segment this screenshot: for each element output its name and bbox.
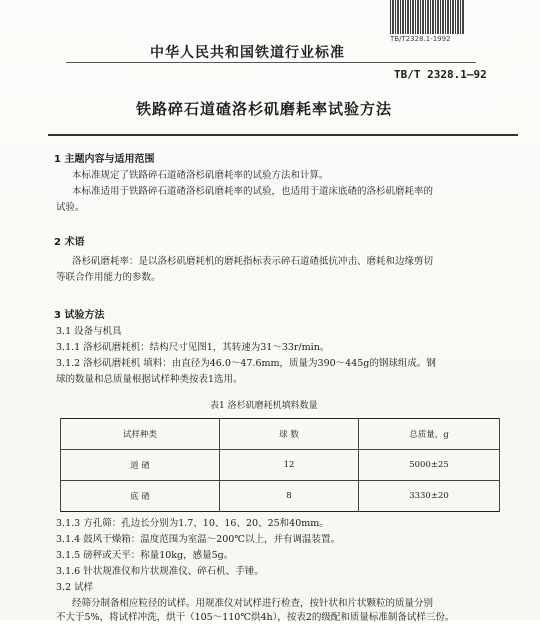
table-row (61, 481, 500, 512)
table-cell: 道 碴 (61, 450, 220, 481)
section-2-paragraph: 洛杉矶磨耗率：是以洛杉矶磨耗机的磨耗指标表示碎石道碴抵抗冲击、磨耗和边缘剪切 (72, 256, 434, 267)
table-cell: 12 (220, 450, 359, 481)
section-1-paragraph-2-cont: 试验。 (56, 202, 85, 213)
section-3-1-6: 3.1.6 针状规准仪和片状规准仪、碎石机、手锤。 (56, 566, 264, 577)
section-3-2-heading: 3.2 试样 (56, 582, 94, 593)
section-3-1-2: 3.1.2 洛杉矶磨耗机 填料：由直径为46.0～47.6mm，质量为390～445g的钢球组成。钢 (56, 358, 436, 369)
section-3-1-1: 3.1.1 洛杉矶磨耗机：结构尺寸见图1，其转速为31～33r/min。 (56, 342, 330, 353)
standard-organization: 中华人民共和国铁道行业标准 (150, 45, 345, 61)
filler-quantity-table (60, 418, 500, 512)
section-2-heading: 2 术语 (54, 237, 85, 248)
table-cell: 3330±20 (359, 481, 500, 512)
table-cell: 8 (220, 481, 359, 512)
section-3-2-paragraph-cont: 不大于5%，将试样冲洗，烘干（105～110℃烘4h），按表2的级配和质量标准制备试样三份。 (56, 612, 455, 623)
barcode-code: TB/T2328.1-1992 (390, 35, 451, 43)
section-3-1-4: 3.1.4 鼓风干燥箱：温度范围为室温～200℃以上，并有调温装置。 (56, 534, 340, 545)
section-3-1-3: 3.1.3 方孔筛：孔边长分别为1.7、10、16、20、25和40mm。 (56, 518, 329, 529)
table-header-total-mass: 总质量，g (359, 419, 500, 450)
table-header-sample-type: 试样种类 (61, 419, 220, 450)
section-3-1-2-cont: 球的数量和总质量根据试样种类按表1选用。 (56, 374, 243, 385)
table-header-row (61, 419, 500, 450)
section-1-paragraph-1: 本标准规定了铁路碎石道碴洛杉矶磨耗率的试验方法和计算。 (72, 170, 329, 181)
table-cell: 5000±25 (359, 450, 500, 481)
section-3-1-heading: 3.1 设备与机具 (56, 326, 122, 337)
section-1-heading: 1 主题内容与适用范围 (54, 154, 155, 165)
barcode-icon (390, 0, 464, 34)
table-header-ball-count: 球 数 (220, 419, 359, 450)
table-cell: 底 碴 (61, 481, 220, 512)
table-caption: 表1 洛杉矶磨耗机填料数量 (210, 401, 318, 411)
title-divider (48, 134, 518, 136)
section-3-2-paragraph: 经筛分制备相应粒径的试样。用规准仪对试样进行检查，按针状和片状颗粒的质量分别 (72, 598, 434, 609)
table-row (61, 450, 500, 481)
section-3-heading: 3 试验方法 (54, 310, 105, 321)
section-1-paragraph-2: 本标准适用于铁路碎石道碴洛杉矶磨耗率的试验，也适用于道床底碴的洛杉矶磨耗率的 (72, 186, 434, 197)
document-title: 铁路碎石道碴洛杉矶磨耗率试验方法 (136, 100, 393, 118)
section-3-1-5: 3.1.5 磅秤或天平：称量10kg，感量5g。 (56, 550, 234, 561)
standard-code: TB/T 2328.1—92 (394, 68, 487, 81)
section-2-paragraph-cont: 等联合作用能力的参数。 (56, 272, 161, 283)
header-divider (66, 62, 476, 63)
